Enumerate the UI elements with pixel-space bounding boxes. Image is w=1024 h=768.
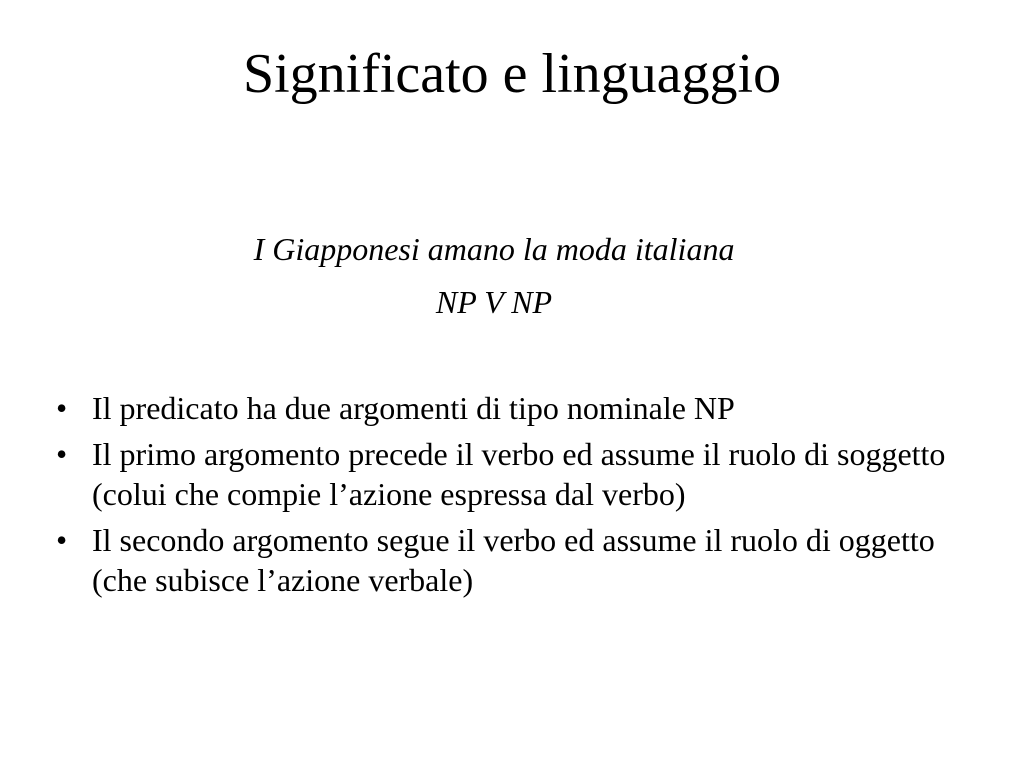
slide-title: Significato e linguaggio xyxy=(242,43,782,105)
bullet-text: Il secondo argomento segue il verbo ed assume il ruolo di oggetto (che subisce l’azione verbale) xyxy=(92,522,935,598)
bullet-text: Il predicato ha due argomenti di tipo nominale NP xyxy=(92,390,735,426)
bullet-marker: • xyxy=(56,522,68,558)
example-sentence: I Giapponesi amano la moda italiana xyxy=(253,231,735,267)
bullet-marker: • xyxy=(56,390,68,426)
bullet-marker: • xyxy=(56,436,68,472)
bullet-item xyxy=(56,388,956,428)
bullet-list xyxy=(56,388,956,606)
bullet-text: Il primo argomento precede il verbo ed assume il ruolo di soggetto (colui che compie l’azione espressa dal verbo) xyxy=(92,436,946,512)
syntactic-structure: NP V NP xyxy=(435,284,553,320)
bullet-item xyxy=(56,434,956,514)
bullet-item xyxy=(56,520,956,600)
